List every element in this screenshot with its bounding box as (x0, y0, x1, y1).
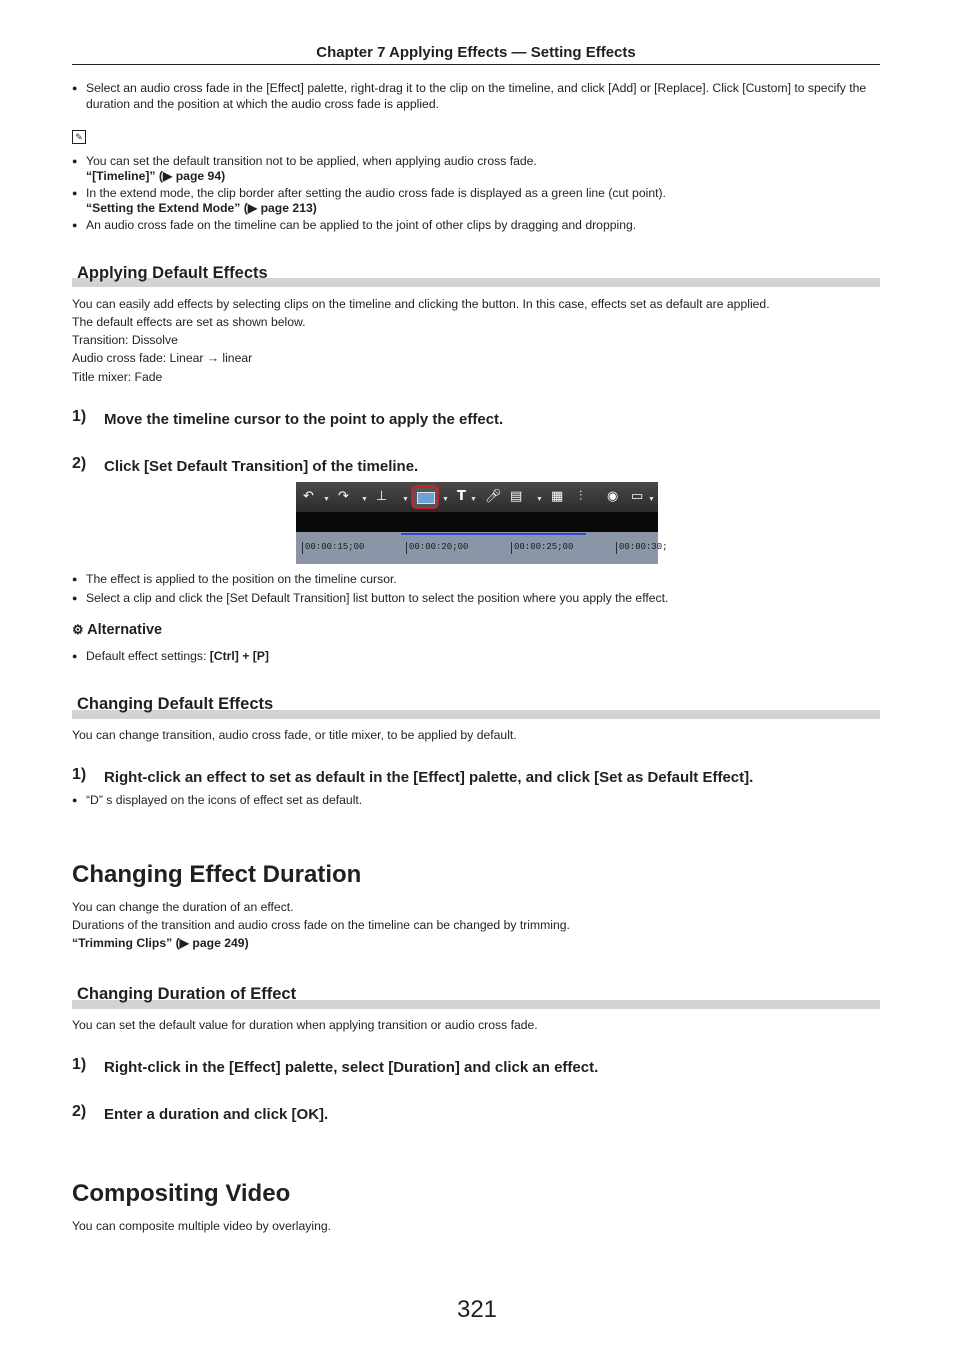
heading-compositing-video: Compositing Video (72, 1180, 291, 1207)
note-item-3-text: An audio cross fade on the timeline can be applied to the joint of other clips by dragging and dropping. (86, 218, 637, 232)
chevron-down-icon[interactable]: ▼ (536, 496, 543, 503)
sec1-line-2: The default effects are set as shown below. (72, 315, 306, 329)
section-title-applying-default-effects: Applying Default Effects (77, 264, 268, 282)
sec1-bullet-1: ● The effect is applied to the position on the timeline cursor. (72, 571, 872, 587)
sec2-bullet: ● “D” s displayed on the icons of effect set as default. (72, 792, 872, 808)
redo-icon[interactable]: ↷ (338, 489, 349, 504)
note-item-1-text: You can set the default transition not to be applied, when applying audio cross fade. (86, 154, 537, 168)
undo-icon[interactable]: ↶ (303, 489, 314, 504)
step-number: 1) (72, 1056, 87, 1073)
intro-bullet-text: Select an audio cross fade in the [Effect] palette, right-drag it to the clip on the timeline, and click [Add] or [Replace]. Click [Custom] to specify the duration and the position at which the audio cross fade is applied. (86, 81, 867, 111)
microphone-icon[interactable]: 🎤︎ (485, 489, 502, 504)
timecode-label: 00:00:20;00 (409, 542, 469, 552)
timecode-label: 00:00:25;00 (514, 542, 574, 552)
trimming-clips-ref[interactable]: “Trimming Clips” (▶ page 249) (72, 936, 249, 950)
step-text: Move the timeline cursor to the point to apply the effect. (104, 411, 504, 428)
window-icon[interactable]: ▭ (631, 489, 644, 504)
alternative-text: Default effect settings: (86, 649, 210, 663)
mixer-icon[interactable]: ⫶ (579, 489, 583, 504)
sec1-bullet-2: ● Select a clip and click the [Set Default Transition] list button to select the position where you apply the effect. (72, 590, 872, 606)
export-icon[interactable]: ▤ (510, 489, 523, 504)
timecode-label: 00:00:15;00 (305, 542, 365, 552)
step-text: Click [Set Default Transition] of the timeline. (104, 458, 419, 475)
step-number: 1) (72, 766, 87, 783)
timecode-label: 00:00:30; (619, 542, 668, 552)
step-text: Right-click an effect to set as default in the [Effect] palette, and click [Set as Default Effect]. (104, 769, 754, 786)
transition-icon (417, 492, 435, 504)
record-icon[interactable]: ◉ (607, 489, 619, 504)
chevron-down-icon[interactable]: ▼ (648, 496, 655, 503)
chevron-down-icon[interactable]: ▼ (470, 496, 477, 503)
heading-changing-effect-duration: Changing Effect Duration (72, 861, 362, 888)
chapter-header: Chapter 7 Applying Effects — Setting Effects (316, 44, 636, 61)
bullet-dot: ● (72, 83, 78, 93)
h1a-line-1: You can change the duration of an effect. (72, 900, 294, 914)
alternative-heading (72, 622, 162, 638)
sec1-line-4: Audio cross fade: Linear → linear (72, 351, 253, 365)
selection-range (401, 533, 586, 535)
split-icon[interactable]: ⊥ (376, 489, 388, 504)
section-title-changing-default-effects: Changing Default Effects (77, 695, 274, 713)
intro-bullet (72, 80, 872, 112)
step-text: Enter a duration and click [OK]. (104, 1106, 329, 1123)
timeline-toolbar-screenshot (296, 482, 668, 564)
track-area (296, 512, 658, 532)
step-number: 2) (72, 455, 87, 472)
chevron-down-icon[interactable]: ▼ (323, 496, 330, 503)
sec1-bullet-2-text: Select a clip and click the [Set Default Transition] list button to select the position where you apply the effect. (86, 591, 669, 605)
note-item-1: ● You can set the default transition not to be applied, when applying audio cross fade. (72, 153, 872, 169)
sec3-line: You can set the default value for duration when applying transition or audio cross fade. (72, 1018, 538, 1032)
section-title-changing-duration-of-effect: Changing Duration of Effect (77, 985, 297, 1003)
h1a-line-2: Durations of the transition and audio cross fade on the timeline can be changed by trimming. (72, 918, 570, 932)
set-default-transition-list-button[interactable]: ▼ (442, 496, 449, 503)
h1b-line: You can composite multiple video by overlaying. (72, 1219, 332, 1233)
note-item-2-text: In the extend mode, the clip border after setting the audio cross fade is displayed as a green line (cut point). (86, 186, 666, 200)
sec1-line-1: You can easily add effects by selecting clips on the timeline and clicking the button. In this case, effects set as default are applied. (72, 297, 770, 311)
step-text: Right-click in the [Effect] palette, select [Duration] and click an effect. (104, 1059, 599, 1076)
page-number: 321 (456, 1296, 498, 1323)
header-rule (72, 64, 880, 65)
alternative-bullet: ● Default effect settings: [Ctrl] + [P] (72, 649, 269, 663)
note-item-2: ● In the extend mode, the clip border after setting the audio cross fade is displayed as a green line (cut point). (72, 185, 872, 201)
set-default-transition-button[interactable] (411, 485, 439, 509)
sec2-line: You can change transition, audio cross fade, or title mixer, to be applied by default. (72, 728, 517, 742)
note-item-3: ● An audio cross fade on the timeline can be applied to the joint of other clips by dragging and dropping. (72, 217, 872, 233)
step-number: 2) (72, 1103, 87, 1120)
alternative-icon: ⚙ (72, 622, 84, 637)
shortcut-keys: [Ctrl] + [P] (209, 649, 269, 663)
note-item-1-ref[interactable]: “[Timeline]” (▶ page 94) (86, 169, 226, 183)
note-item-2-ref[interactable]: “Setting the Extend Mode” (▶ page 213) (86, 201, 317, 215)
chevron-down-icon[interactable]: ▼ (402, 496, 409, 503)
grid-icon[interactable]: ▦ (551, 489, 564, 504)
toolbar-strip (296, 482, 658, 512)
sec1-bullet-1-text: The effect is applied to the position on the timeline cursor. (86, 572, 397, 586)
title-icon[interactable]: T (457, 489, 466, 504)
step-number: 1) (72, 408, 87, 425)
note-icon: ✎ (72, 130, 86, 144)
alternative-title: Alternative (87, 622, 163, 638)
sec1-line-3: Transition: Dissolve (72, 333, 178, 347)
chevron-down-icon[interactable]: ▼ (361, 496, 368, 503)
sec2-bullet-text: “D” s displayed on the icons of effect set as default. (86, 793, 363, 807)
sec1-line-5: Title mixer: Fade (72, 370, 163, 384)
